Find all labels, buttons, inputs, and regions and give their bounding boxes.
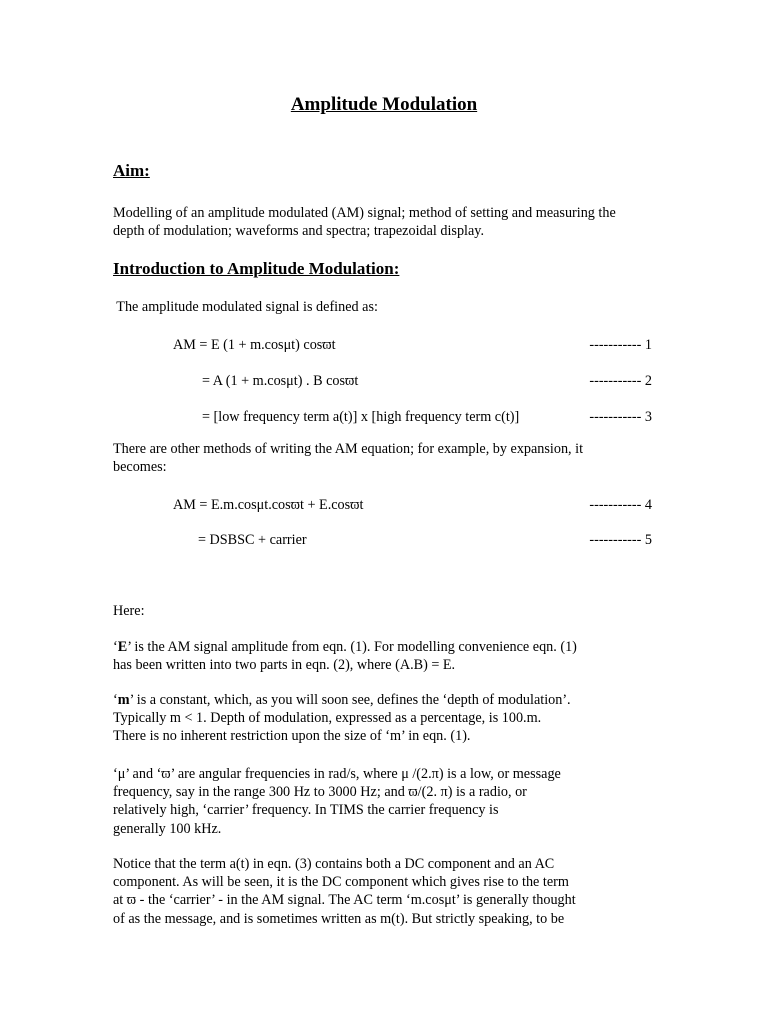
aim-line: depth of modulation; waveforms and spectra; trapezoidal display. (113, 223, 484, 240)
equation-number-3: ----------- 3 (589, 409, 652, 425)
equation-number-2: ----------- 2 (589, 373, 652, 389)
mu-paragraph (113, 765, 653, 838)
equation-1: AM = E (1 + m.cosμt) cosϖt (173, 337, 336, 353)
mu-line: relatively high, ‘carrier’ frequency. In TIMS the carrier frequency is (113, 802, 499, 819)
aim-paragraph (113, 204, 653, 240)
quote-open: ‘ (113, 639, 118, 655)
equation-number-4: ----------- 4 (589, 497, 652, 513)
other-methods-paragraph (113, 440, 653, 476)
mu-line: generally 100 kHz. (113, 820, 222, 837)
intro-heading: Introduction to Amplitude Modulation: (113, 259, 400, 278)
m-line-1-rest: ’ is a constant, which, as you will soon see, defines the ‘depth of modulation’. (129, 692, 571, 708)
e-paragraph (113, 638, 653, 674)
aim-heading: Aim: (113, 161, 150, 180)
e-line-1 (113, 638, 653, 656)
e-line-2: has been written into two parts in eqn. (2), where (A.B) = E. (113, 657, 456, 674)
notice-paragraph (113, 855, 653, 928)
notice-line: component. As will be seen, it is the DC component which gives rise to the term (113, 874, 569, 891)
intro-defined-text: The amplitude modulated signal is defined as: (113, 299, 378, 315)
m-line-3: There is no inherent restriction upon the size of ‘m’ in eqn. (1). (113, 728, 471, 745)
aim-line: Modelling of an amplitude modulated (AM) signal; method of setting and measuring the (113, 205, 616, 221)
mu-line: ‘μ’ and ‘ϖ’ are angular frequencies in rad/s, where μ /(2.π) is a low, or message (113, 766, 561, 782)
m-line-2: Typically m < 1. Depth of modulation, expressed as a percentage, is 100.m. (113, 710, 542, 727)
symbol-m: m (117, 692, 130, 708)
equation-3: = [low frequency term a(t)] x [high frequency term c(t)] (202, 409, 520, 425)
equation-number-1: ----------- 1 (589, 337, 652, 353)
page-title: Amplitude Modulation (290, 94, 478, 115)
m-line-1 (113, 691, 653, 709)
equation-2: = A (1 + m.cosμt) . B cosϖt (202, 373, 359, 389)
equation-4: AM = E.m.cosμt.cosϖt + E.cosϖt (173, 497, 364, 513)
symbol-e: E (117, 639, 128, 655)
equation-number-5: ----------- 5 (589, 532, 652, 548)
equation-5: = DSBSC + carrier (198, 532, 307, 548)
other-methods-line: becomes: (113, 459, 167, 476)
notice-line: at ϖ - the ‘carrier’ - in the AM signal. The AC term ‘m.cosμt’ is generally thought (113, 892, 576, 909)
e-line-1-rest: ’ is the AM signal amplitude from eqn. (1). For modelling convenience eqn. (1) (127, 639, 577, 655)
m-paragraph (113, 691, 653, 746)
quote-open: ‘ (113, 692, 118, 708)
notice-line: of as the message, and is sometimes written as m(t). But strictly speaking, to be (113, 910, 565, 927)
mu-line: frequency, say in the range 300 Hz to 3000 Hz; and ϖ/(2. π) is a radio, or (113, 784, 527, 801)
notice-line: Notice that the term a(t) in eqn. (3) contains both a DC component and an AC (113, 856, 555, 872)
here-label: Here: (113, 603, 145, 619)
other-methods-line: There are other methods of writing the AM equation; for example, by expansion, it (113, 441, 584, 457)
